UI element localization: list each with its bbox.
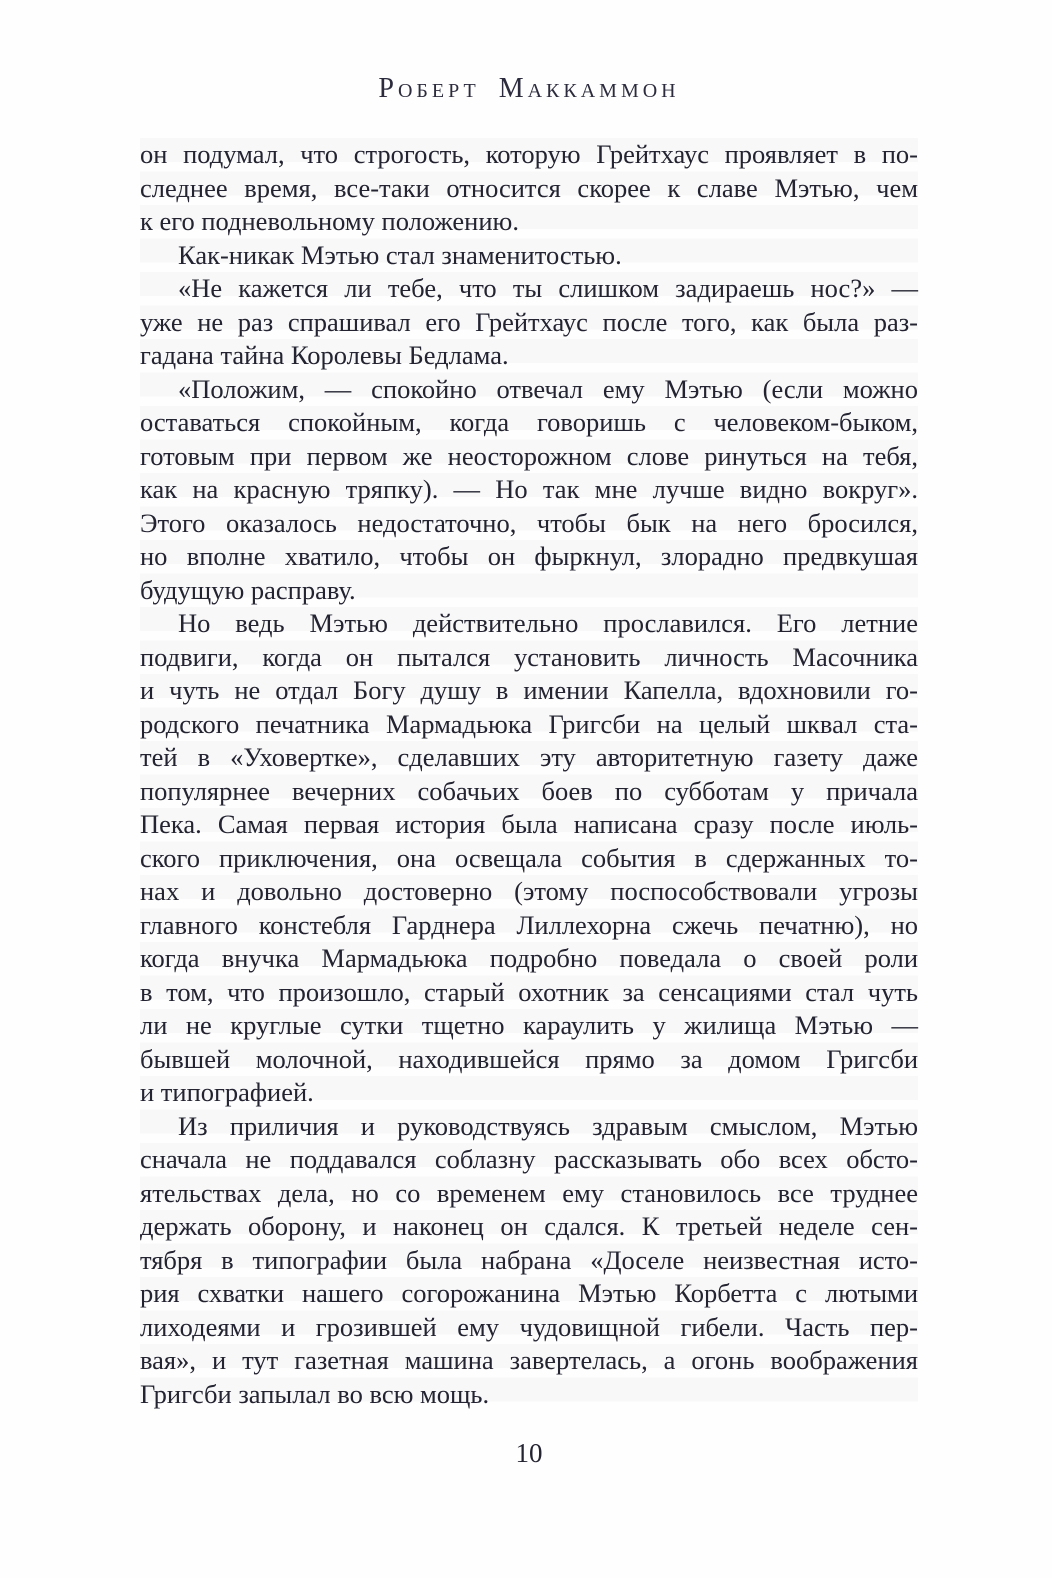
- text-line: будущую расправу.: [140, 574, 356, 605]
- text-line: готовым при первом же неосторожном слове ринуться на тебя,: [140, 440, 918, 471]
- text-line: вая», и тут газетная машина завертелась, а огонь воображения: [140, 1345, 918, 1375]
- text-line: Пека. Самая первая история была написана сразу после июль-: [140, 809, 918, 839]
- paragraph: [140, 607, 918, 1110]
- paragraph: [140, 239, 918, 273]
- paragraph: [140, 373, 918, 608]
- text-line: лиходеями и грозившей ему чудовищной гибели. Часть пер-: [140, 1311, 918, 1342]
- text-line: нах и довольно достоверно (этому поспособствовали угрозы: [140, 876, 918, 906]
- text-line: «Положим, — спокойно отвечал ему Мэтью (если можно: [178, 373, 918, 404]
- paragraph: [140, 1110, 918, 1412]
- text-line: Как-никак Мэтью стал знаменитостью.: [178, 239, 622, 270]
- text-line: он подумал, что строгость, которую Грейтхаус проявляет в по-: [140, 139, 918, 169]
- text-line: следнее время, все-таки относится скорее к славе Мэтью, чем: [140, 172, 918, 203]
- text-line: Но ведь Мэтью действительно прославился. Его летние: [178, 608, 918, 638]
- text-line: тября в типографии была набрана «Доселе неизвестная исто-: [140, 1244, 918, 1275]
- paragraph: [140, 138, 918, 239]
- body-text: [140, 138, 918, 1411]
- text-line: но вполне хватило, чтобы он фыркнул, злорадно предвкушая: [140, 541, 918, 571]
- text-line: бывшей молочной, находившейся прямо за домом Григсби: [140, 1043, 918, 1074]
- text-line: ского приключения, она освещала события в сдержанных то-: [140, 842, 918, 873]
- text-line: держать оборону, и наконец он сдался. К третьей неделе сен-: [140, 1211, 918, 1241]
- text-line: Григсби запылал во всю мощь.: [140, 1378, 490, 1409]
- text-line: Из приличия и руководствуясь здравым смыслом, Мэтью: [178, 1110, 918, 1141]
- text-line: главного констебля Гарднера Лиллехорна сжечь печатню), но: [140, 909, 918, 940]
- text-line: оставаться спокойным, когда говоришь с человеком-быком,: [140, 407, 918, 437]
- text-line: как на красную тряпку). — Но так мне лучше видно вокруг».: [140, 474, 918, 504]
- text-line: рия схватки нашего согорожанина Мэтью Корбетта с лютыми: [140, 1278, 918, 1308]
- text-line: ятельствах дела, но со временем ему становилось все труднее: [140, 1177, 918, 1208]
- text-line: Этого оказалось недостаточно, чтобы бык на него бросился,: [140, 507, 918, 538]
- text-line: «Не кажется ли тебе, что ты слишком задираешь нос?» —: [178, 273, 918, 303]
- text-line: и чуть не отдал Богу душу в имении Капелла, вдохновили го-: [140, 675, 918, 705]
- text-line: к его подневольному положению.: [140, 206, 519, 236]
- running-header: Роберт Маккаммон: [378, 73, 680, 104]
- text-line: в том, что произошло, старый охотник за сенсациями стал чуть: [140, 976, 918, 1007]
- text-line: сначала не поддавался соблазну рассказывать обо всех обсто-: [140, 1144, 918, 1174]
- text-line: подвиги, когда он пытался установить личность Масочника: [140, 641, 918, 672]
- text-line: и типографией.: [140, 1077, 314, 1107]
- text-line: популярнее вечерних собачьих боев по субботам у причала: [140, 775, 918, 806]
- text-line: когда внучка Мармадьюка подробно поведала о своей роли: [140, 943, 918, 973]
- page-number: 10: [515, 1438, 543, 1468]
- text-line: родского печатника Мармадьюка Григсби на целый шквал ста-: [140, 708, 918, 739]
- paragraph: [140, 272, 918, 373]
- text-line: гадана тайна Королевы Бедлама.: [140, 340, 509, 370]
- text-line: уже не раз спрашивал его Грейтхаус после того, как была раз-: [140, 306, 918, 337]
- text-line: тей в «Уховертке», сделавших эту авторитетную газету даже: [140, 742, 918, 772]
- text-line: ли не круглые сутки тщетно караулить у жилища Мэтью —: [140, 1010, 918, 1040]
